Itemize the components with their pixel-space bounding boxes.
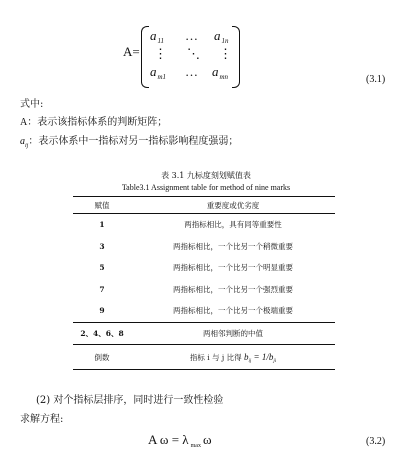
- table-title-cn: 表 3.1 九标度刻划赋值表: [161, 171, 251, 180]
- table-cell-desc: 两指标相比，一个比另一个极端重要: [173, 306, 293, 316]
- matrix-cell-ddots: ⋱: [187, 46, 200, 61]
- equation-number-3-1: (3.1): [366, 74, 386, 85]
- definition-aij: $a_{ij}$：表示体系中一指标对另一指标影响程度强弱；: [20, 136, 239, 149]
- table-cell-desc: 两指标相比，一个比另一个强烈重要: [173, 284, 293, 294]
- matrix-cell-a11: $a_{11}$: [150, 28, 164, 45]
- table-cell-value: 倒数: [73, 345, 131, 370]
- definition-a: A：表示该指标体系的判断矩阵；: [20, 117, 168, 128]
- table-cell-value: 1: [99, 220, 105, 230]
- equation-number-3-2: (3.2): [366, 436, 386, 447]
- matrix-cell-hdots-2: …: [185, 64, 198, 79]
- table-header-value: 赋值: [73, 197, 131, 214]
- table-cell-desc: 两相邻判断的中值: [131, 322, 335, 345]
- table-cell-desc: 两指标相比，一个比另一个稍微重要: [173, 241, 293, 251]
- table-row: [73, 345, 335, 370]
- table-cell-desc: 指标 i 与 j 比得 $b_{ij} = 1/b_{ji}$: [131, 345, 335, 370]
- table-cell-desc: 两指标相比，一个比另一个明显重要: [173, 263, 293, 273]
- matrix-cell-vdots-1: ⋮: [154, 46, 167, 61]
- matrix-cell-vdots-2: ⋮: [219, 46, 232, 61]
- table-cell-value: 7: [99, 284, 105, 294]
- matrix-cell-am1: $a_{m1}$: [150, 64, 167, 81]
- table-row: [73, 214, 335, 236]
- section-heading: (2) 对个指标层排序，同时进行一致性检验: [36, 395, 224, 406]
- table-cell-value: 9: [99, 306, 105, 316]
- assignment-table: [73, 196, 335, 370]
- matrix-left-bracket: [141, 26, 149, 88]
- formula-bij: $b_{ij} = 1/b_{ji}$: [244, 351, 277, 364]
- table-cell-value: 5: [99, 263, 105, 273]
- table-header-importance: 重要度或优劣度: [131, 197, 335, 214]
- table-row: [73, 236, 335, 258]
- matrix-cell-amn: $a_{mn}$: [212, 64, 229, 81]
- equation-3-2: A ω = λ $_{max}$ ω: [148, 432, 212, 449]
- matrix-cell-a1n: $a_{1n}$: [214, 28, 229, 45]
- matrix-cell-hdots-1: …: [185, 28, 198, 43]
- table-cell-value: 2、4、6、8: [73, 322, 131, 345]
- solve-label: 求解方程:: [20, 414, 64, 425]
- table-cell-value: 3: [99, 241, 105, 251]
- table-cell-desc: 两指标相比，具有同等重要性: [184, 220, 282, 230]
- table-row: [73, 257, 335, 279]
- table-title-en: Table3.1 Assignment table for method of nine marks: [121, 183, 291, 192]
- where-label: 式中:: [20, 99, 44, 110]
- table-row: [73, 322, 335, 345]
- matrix-label: A=: [123, 44, 140, 59]
- matrix-right-bracket: [232, 26, 240, 88]
- table-row: [73, 300, 335, 322]
- table-row: [73, 279, 335, 301]
